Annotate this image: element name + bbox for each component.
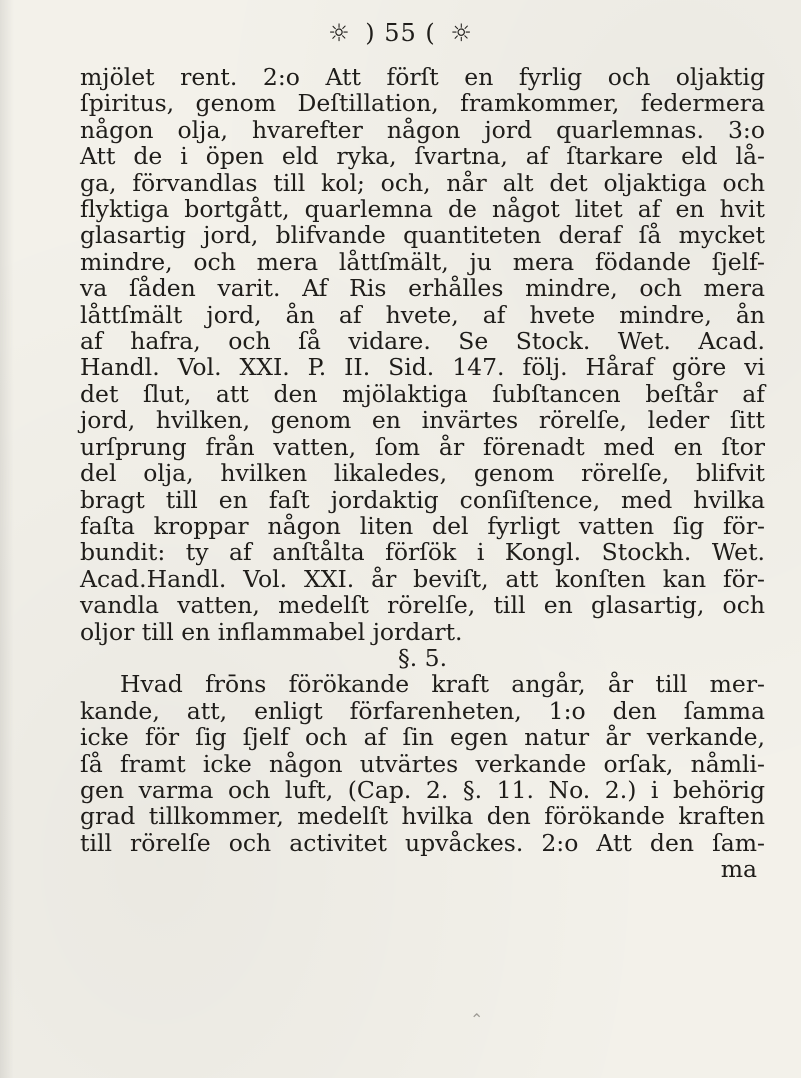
section-heading: §. 5. <box>397 643 448 672</box>
text-line: gen varma och luft, (Cap. 2. §. 11. No. 2.) i behörig <box>80 775 765 804</box>
star-ornament-left-icon: ☼ <box>328 19 351 47</box>
text-line: låttſmält jord, ån af hvete, af hvete mindre, ån <box>80 300 765 329</box>
text-line: urſprung från vatten, ſom år förenadt med en ſtor <box>80 432 765 461</box>
text-line: ga, förvandlas till kol; och, når alt det oljaktiga och <box>80 168 765 197</box>
catchword: ma <box>720 855 757 884</box>
text-line: Handl. Vol. XXI. P. II. Sid. 147. följ. Håraf göre vi <box>80 353 765 382</box>
text-line: jord, hvilken, genom en invärtes rörelſe, leder ſitt <box>80 406 765 435</box>
text-line: grad tillkommer, medelſt hvilka den förökande kraften <box>80 802 765 831</box>
text-line: till rörelſe och activitet upvåckes. 2:o Att den ſam- <box>80 828 765 857</box>
text-line: del olja, hvilken likaledes, genom rörelſe, blifvit <box>80 459 765 488</box>
text-line: kande, att, enligt förfarenheten, 1:o den ſamma <box>80 696 765 725</box>
text-line: oljor till en inflammabel jordart. <box>80 617 463 646</box>
text-line: någon olja, hvarefter någon jord quarlemnas. 3:o <box>80 115 765 144</box>
page-number: ) 55 ( <box>365 19 436 47</box>
text-line: glasartig jord, blifvande quantiteten deraf ſå mycket <box>80 221 765 250</box>
text-line: Hvad frōns förökande kraft angår, år till mer- <box>120 670 765 699</box>
caret-mark-icon: ⌃ <box>470 1010 484 1029</box>
text-line: Acad.Handl. Vol. XXI. år beviſt, att konſten kan för- <box>80 564 765 593</box>
text-line: vandla vatten, medelſt rörelſe, till en glasartig, och <box>80 591 765 620</box>
text-line: faſta kroppar någon liten del fyrligt vatten ſig för- <box>80 511 765 540</box>
text-line: icke för ſig ſjelf och af ſin egen natur år verkande, <box>80 723 765 752</box>
text-line: mjölet rent. 2:o Att förſt en fyrlig och oljaktig <box>80 63 765 91</box>
text-line: bragt till en faſt jordaktig conſiſtence, med hvilka <box>80 485 765 514</box>
body-text <box>80 64 765 883</box>
text-line: bundit: ty af anſtålta förſök i Kongl. Stockh. Wet. <box>80 538 765 567</box>
star-ornament-right-icon: ☼ <box>450 19 473 47</box>
text-line: mindre, och mera låttſmält, ju mera födande ſjelf- <box>80 247 765 276</box>
text-line: ſå framt icke någon utvärtes verkande orſak, nåmli- <box>80 749 765 778</box>
text-line: det ſlut, att den mjölaktiga ſubſtancen beſtår af <box>80 379 765 408</box>
text-line: ſpiritus, genom Deſtillation, framkommer, federmera <box>80 89 765 118</box>
page-header <box>0 18 801 48</box>
text-line: flyktiga bortgått, quarlemna de något litet af en hvit <box>80 195 765 224</box>
page-edge-shadow <box>0 0 14 1078</box>
text-line: af hafra, och ſå vidare. Se Stock. Wet. Acad. <box>80 327 765 356</box>
text-line: va ſåden varit. Af Ris erhålles mindre, och mera <box>80 274 765 303</box>
text-line: Att de i öpen eld ryka, ſvartna, af ſtarkare eld lå- <box>80 142 765 171</box>
